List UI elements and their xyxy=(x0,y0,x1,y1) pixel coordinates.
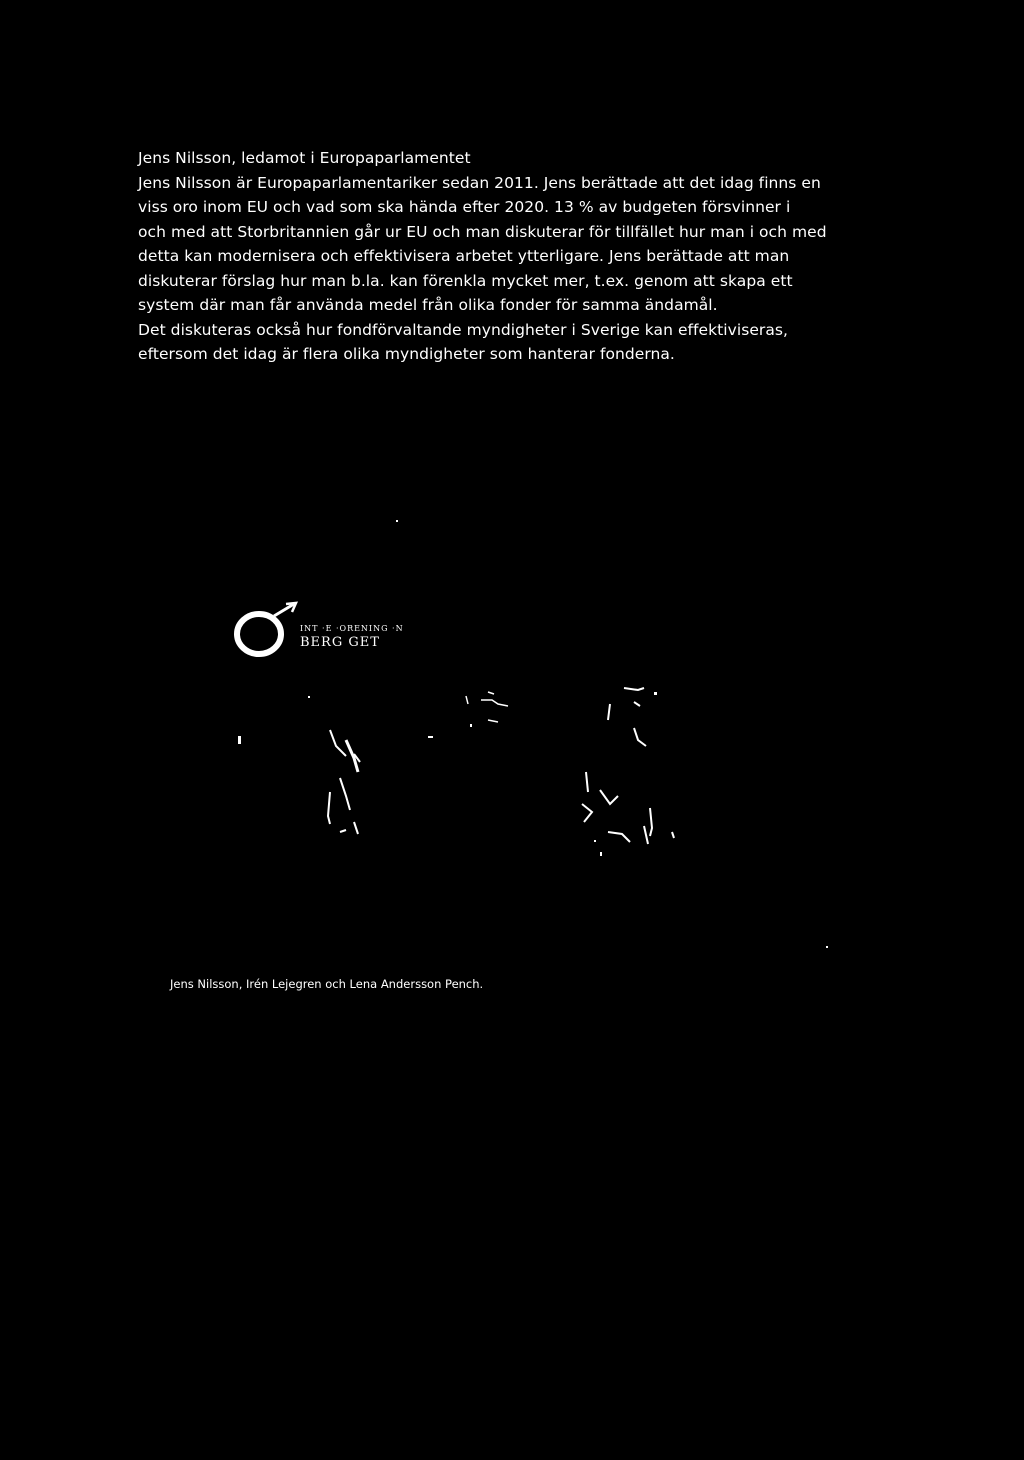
person-left-silhouette xyxy=(328,730,360,834)
speck xyxy=(396,520,398,522)
article-line: system där man får använda medel från olika fonder för samma ändamål. xyxy=(138,296,718,314)
photo-caption: Jens Nilsson, Irén Lejegren och Lena Andersson Pench. xyxy=(170,977,484,991)
article-line: Det diskuteras också hur fondförvaltande myndigheter i Sverige kan effektiviseras, xyxy=(138,320,789,339)
article-line: viss oro inom EU och vad som ska hända efter 2020. 13 % av budgeten försvinner i xyxy=(138,198,791,216)
logo-emblem-icon xyxy=(237,603,296,654)
person-middle-silhouette xyxy=(466,692,508,722)
article-line: och med att Storbritannien går ur EU och man diskuterar för tillfället hur man i och med xyxy=(138,222,827,241)
article-heading: Jens Nilsson, ledamot i Europaparlamentet xyxy=(138,149,471,167)
article-line: eftersom det idag är flera olika myndigheter som hanterar fonderna. xyxy=(138,345,675,363)
speck xyxy=(826,946,828,948)
logo-line2: BERG GET xyxy=(300,635,380,650)
article-line: diskuterar förslag hur man b.la. kan förenkla mycket mer, t.ex. genom att skapa ett xyxy=(138,271,793,290)
article-line: detta kan modernisera och effektivisera arbetet ytterligare. Jens berättade att man xyxy=(138,247,790,265)
group-photo xyxy=(226,596,686,876)
logo-line1: INT ·E ·ORENING ·N xyxy=(300,624,404,633)
person-right-silhouette xyxy=(582,688,674,844)
article xyxy=(138,146,858,367)
photo-specks xyxy=(238,692,657,856)
article-line: Jens Nilsson är Europaparlamentariker sedan 2011. Jens berättade att det idag finns en xyxy=(138,173,821,192)
